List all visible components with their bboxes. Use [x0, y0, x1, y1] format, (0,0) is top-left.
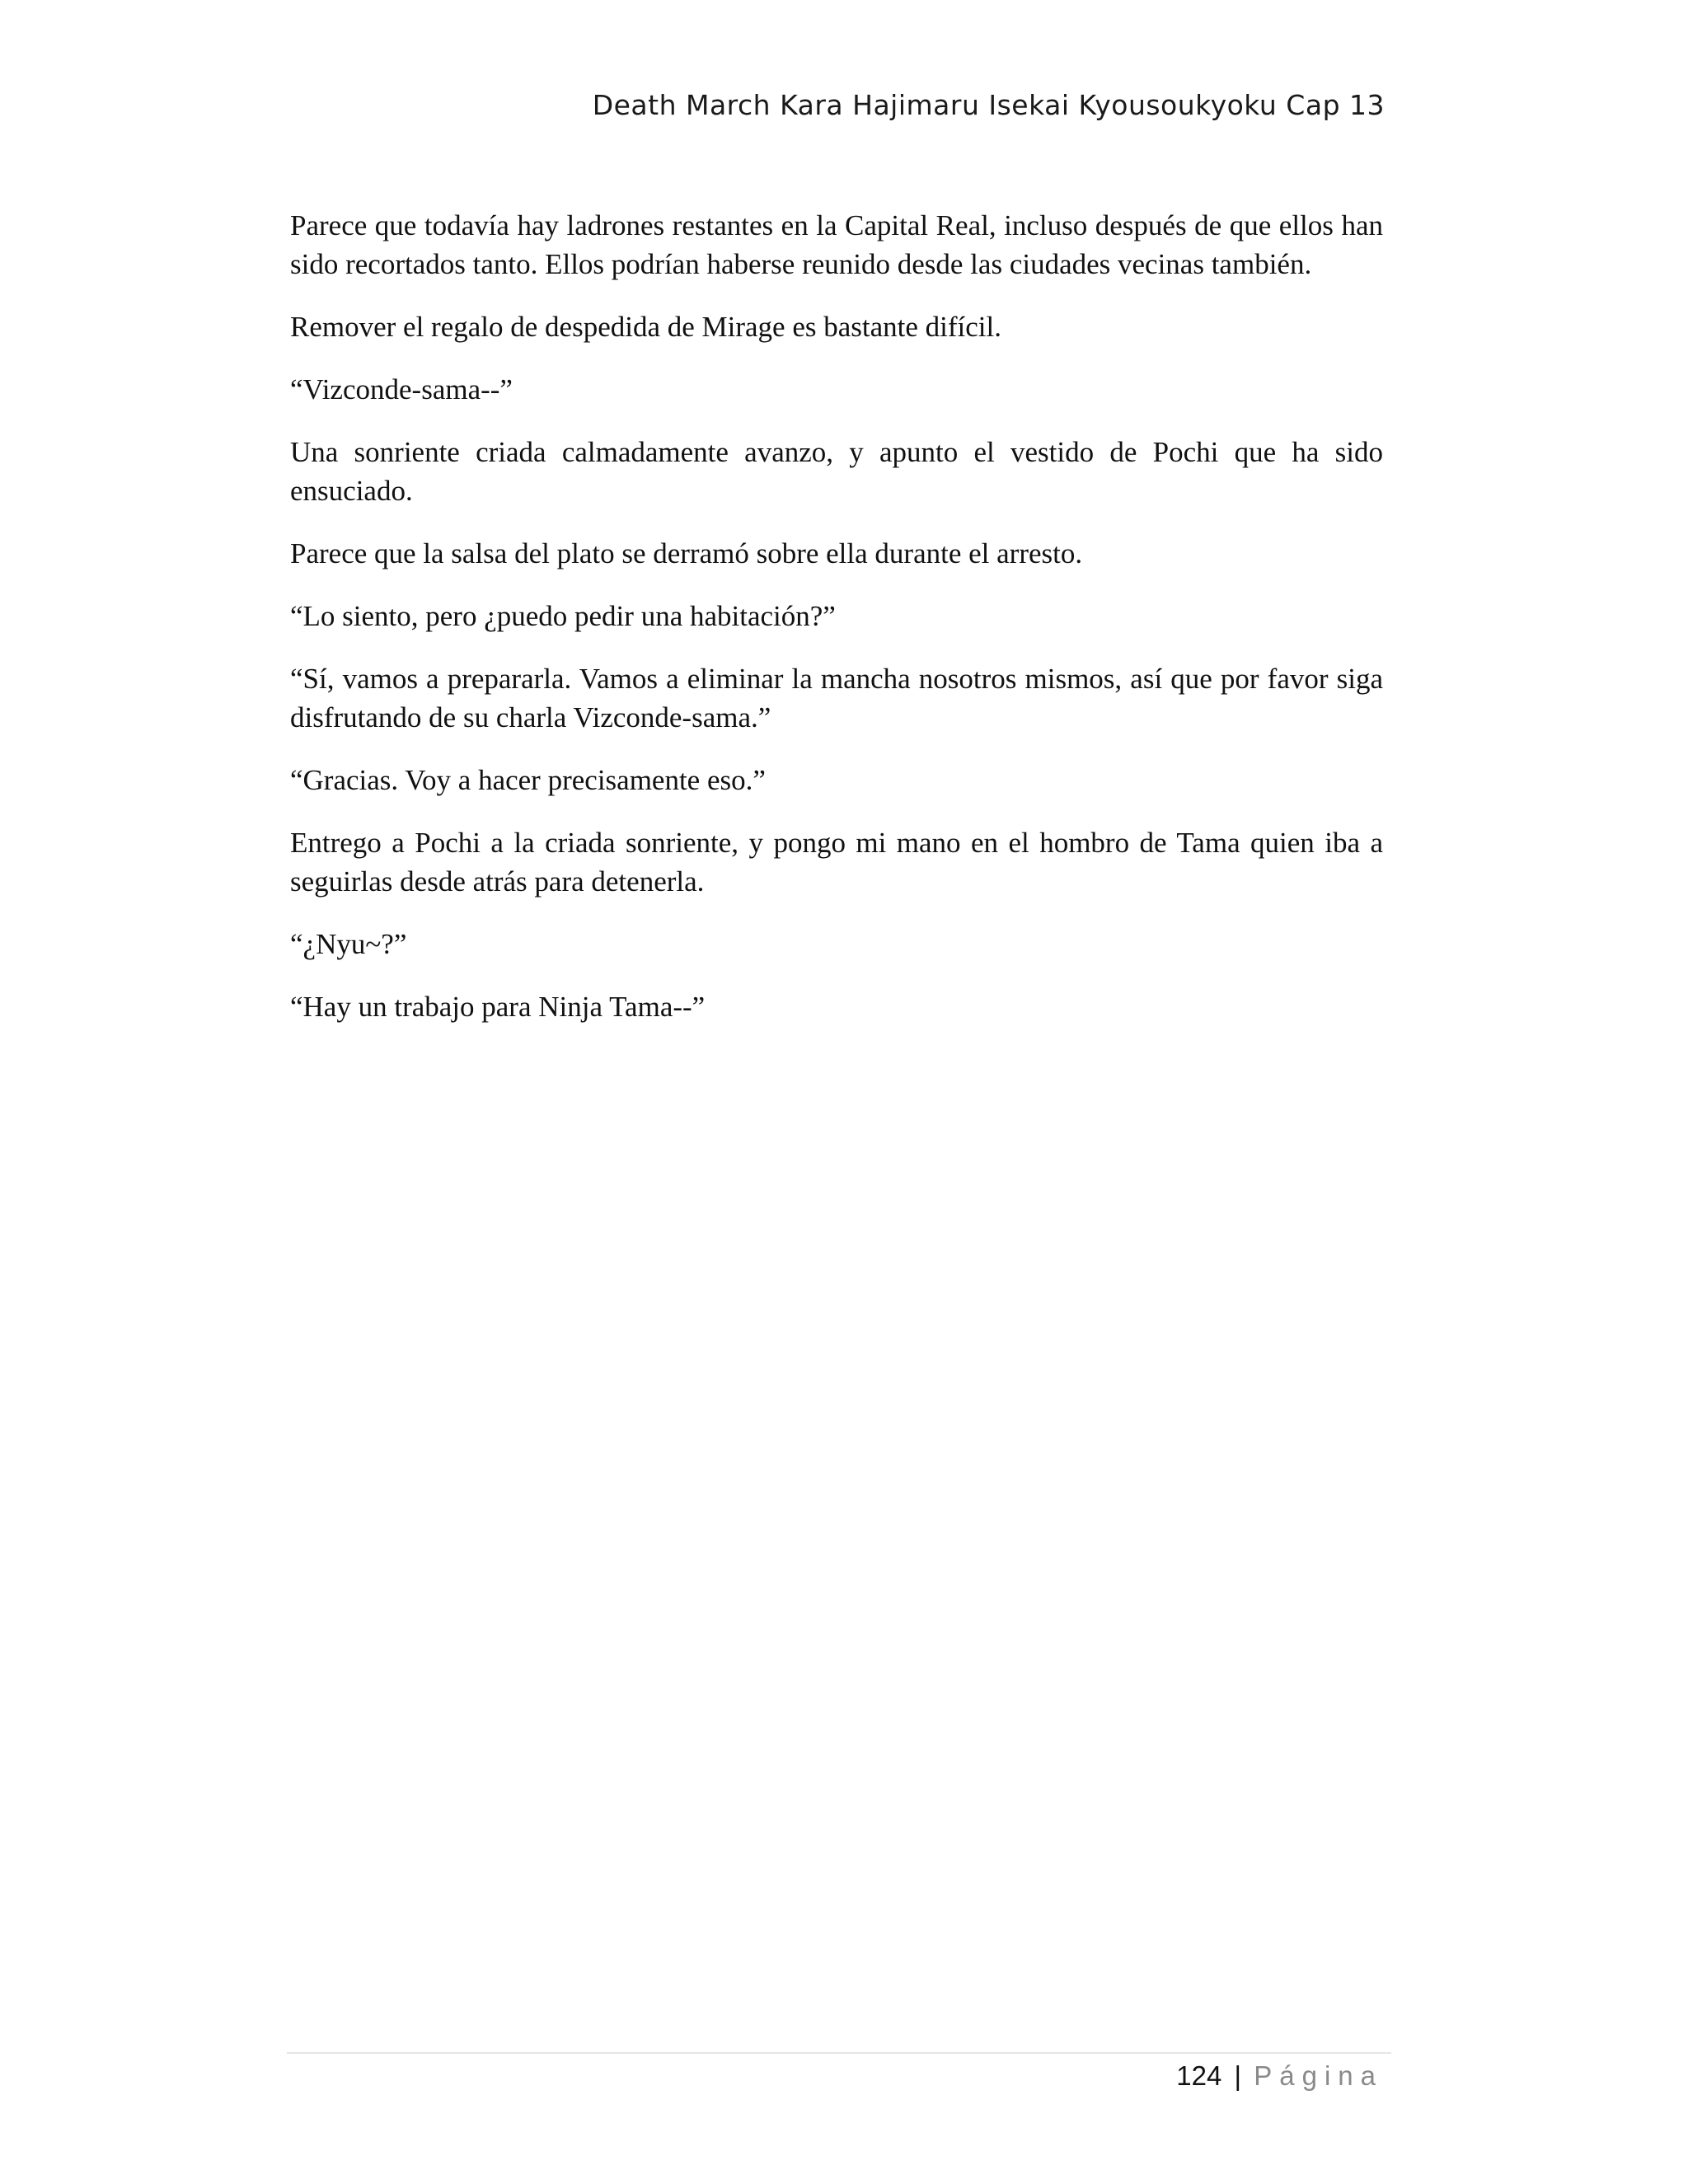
paragraph: “Lo siento, pero ¿puedo pedir una habitación?”: [290, 600, 836, 632]
footer-separator: |: [1234, 2060, 1242, 2091]
page-header: Death March Kara Hajimaru Isekai Kyousoukyoku Cap 13: [592, 89, 1385, 121]
footer-divider: [287, 2052, 1391, 2054]
paragraph: “Vizconde-sama--”: [290, 373, 513, 405]
paragraph: Parece que todavía hay ladrones restantes en la Capital Real, incluso después de que ellos han sido recortados tanto. Ellos podrían haberse reunido desde las ciudades vecinas también.: [290, 209, 1383, 280]
paragraph: “¿Nyu~?”: [290, 928, 407, 960]
paragraph: Parece que la salsa del plato se derramó sobre ella durante el arresto.: [290, 537, 1083, 569]
page-footer: [989, 2058, 1383, 2094]
paragraph: “Gracias. Voy a hacer precisamente eso.”: [290, 764, 766, 796]
paragraph: Entrego a Pochi a la criada sonriente, y pongo mi mano en el hombro de Tama quien iba a seguirlas desde atrás para detenerla.: [290, 827, 1383, 898]
page-number: 124: [1176, 2060, 1222, 2091]
document-body: [290, 206, 1383, 1050]
paragraph: Remover el regalo de despedida de Mirage es bastante difícil.: [290, 311, 1002, 343]
paragraph: Una sonriente criada calmadamente avanzo, y apunto el vestido de Pochi que ha sido ensuciado.: [290, 436, 1383, 507]
paragraph: “Hay un trabajo para Ninja Tama--”: [290, 991, 706, 1023]
page-label: Página: [1254, 2060, 1383, 2091]
paragraph: “Sí, vamos a prepararla. Vamos a eliminar la mancha nosotros mismos, así que por favor siga disfrutando de su charla Vizconde-sama.”: [290, 663, 1383, 733]
